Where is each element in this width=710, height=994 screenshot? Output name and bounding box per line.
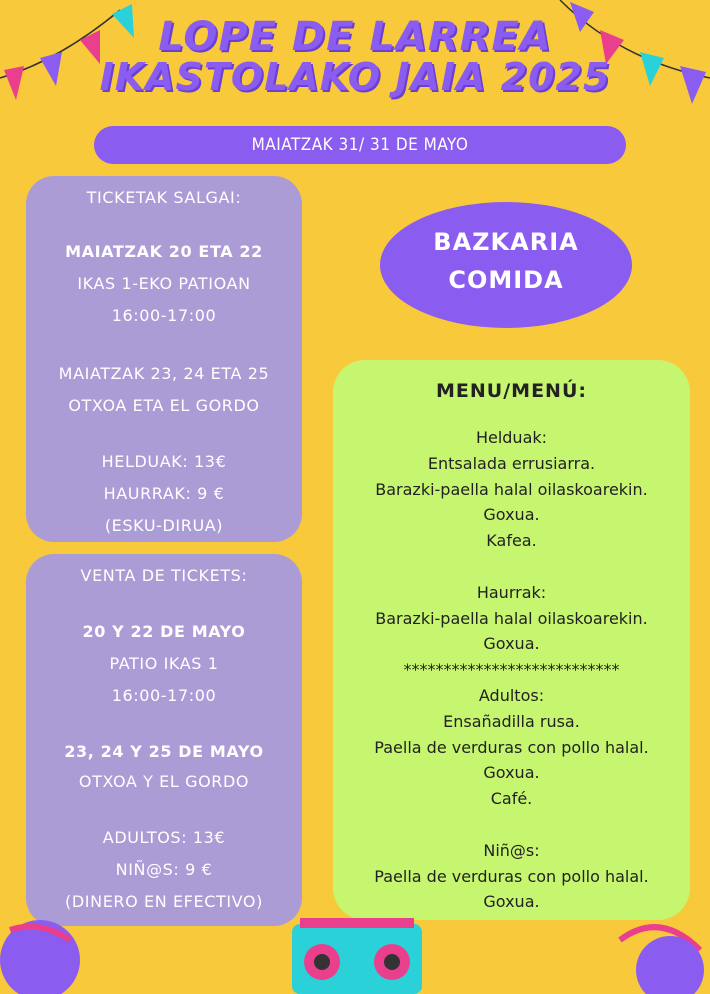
- panel-heading: TICKETAK SALGAI:: [86, 188, 242, 207]
- price-adults: ADULTOS: 13€: [102, 828, 226, 847]
- sale-time-1: 16:00-17:00: [111, 306, 217, 325]
- sale-dates-2: 23, 24 Y 25 DE MAYO: [64, 742, 264, 761]
- menu-line: Café.: [490, 789, 533, 809]
- sale-time-1: 16:00-17:00: [111, 686, 217, 705]
- menu-line: Barazki-paella halal oilaskoarekin.: [375, 479, 648, 499]
- confetti-decoration: [0, 900, 710, 994]
- menu-line: Ensañadilla rusa.: [443, 711, 580, 731]
- menu-line: Paella de verduras con pollo halal.: [374, 866, 649, 886]
- title-line-1: LOPE DE LARREA: [158, 14, 552, 60]
- sale-dates-2: MAIATZAK 23, 24 ETA 25: [58, 364, 270, 383]
- menu-line: Goxua.: [483, 763, 540, 783]
- sale-dates-1: 20 Y 22 DE MAYO: [82, 622, 246, 641]
- price-adults: HELDUAK: 13€: [101, 452, 227, 471]
- sale-dates-1: MAIATZAK 20 ETA 22: [65, 242, 263, 261]
- menu-line: Entsalada errusiarra.: [427, 453, 596, 473]
- panel-heading: VENTA DE TICKETS:: [80, 566, 248, 585]
- menu-line: Paella de verduras con pollo halal.: [374, 737, 649, 757]
- payment-note: (ESKU-DIRUA): [104, 516, 224, 535]
- price-children: NIÑ@S: 9 €: [115, 860, 213, 879]
- menu-line: Niñ@s:: [483, 840, 540, 860]
- payment-note: (DINERO EN EFECTIVO): [65, 892, 263, 911]
- sale-place-2: OTXOA ETA EL GORDO: [68, 396, 260, 415]
- sale-place-1: PATIO IKAS 1: [109, 654, 219, 673]
- menu-line: Goxua.: [483, 505, 540, 525]
- meal-label-es: COMIDA: [448, 266, 564, 294]
- menu-panel: [333, 360, 690, 920]
- menu-line: Goxua.: [483, 892, 540, 912]
- menu-line: Adultos:: [478, 686, 545, 705]
- menu-line: Barazki-paella halal oilaskoarekin.: [375, 608, 648, 628]
- menu-heading: MENU/MENÚ:: [436, 380, 587, 402]
- sale-place-2: OTXOA Y EL GORDO: [78, 772, 250, 791]
- title-line-2: IKASTOLAKO JAIA 2025: [99, 55, 611, 99]
- meal-label-eu: BAZKARIA: [433, 228, 579, 256]
- date-banner: MAIATZAK 31/ 31 DE MAYO: [94, 126, 626, 164]
- tickets-panel-es: [26, 554, 302, 926]
- menu-line: Kafea.: [486, 531, 537, 551]
- sale-place-1: IKAS 1-EKO PATIOAN: [77, 274, 251, 293]
- menu-line: Haurrak:: [476, 582, 547, 602]
- meal-badge: [380, 202, 632, 328]
- menu-line: Goxua.: [483, 634, 540, 654]
- menu-line: ***************************: [403, 660, 620, 680]
- tickets-panel-eu: [26, 176, 302, 542]
- menu-line: Helduak:: [475, 428, 548, 447]
- price-children: HAURRAK: 9 €: [103, 484, 225, 503]
